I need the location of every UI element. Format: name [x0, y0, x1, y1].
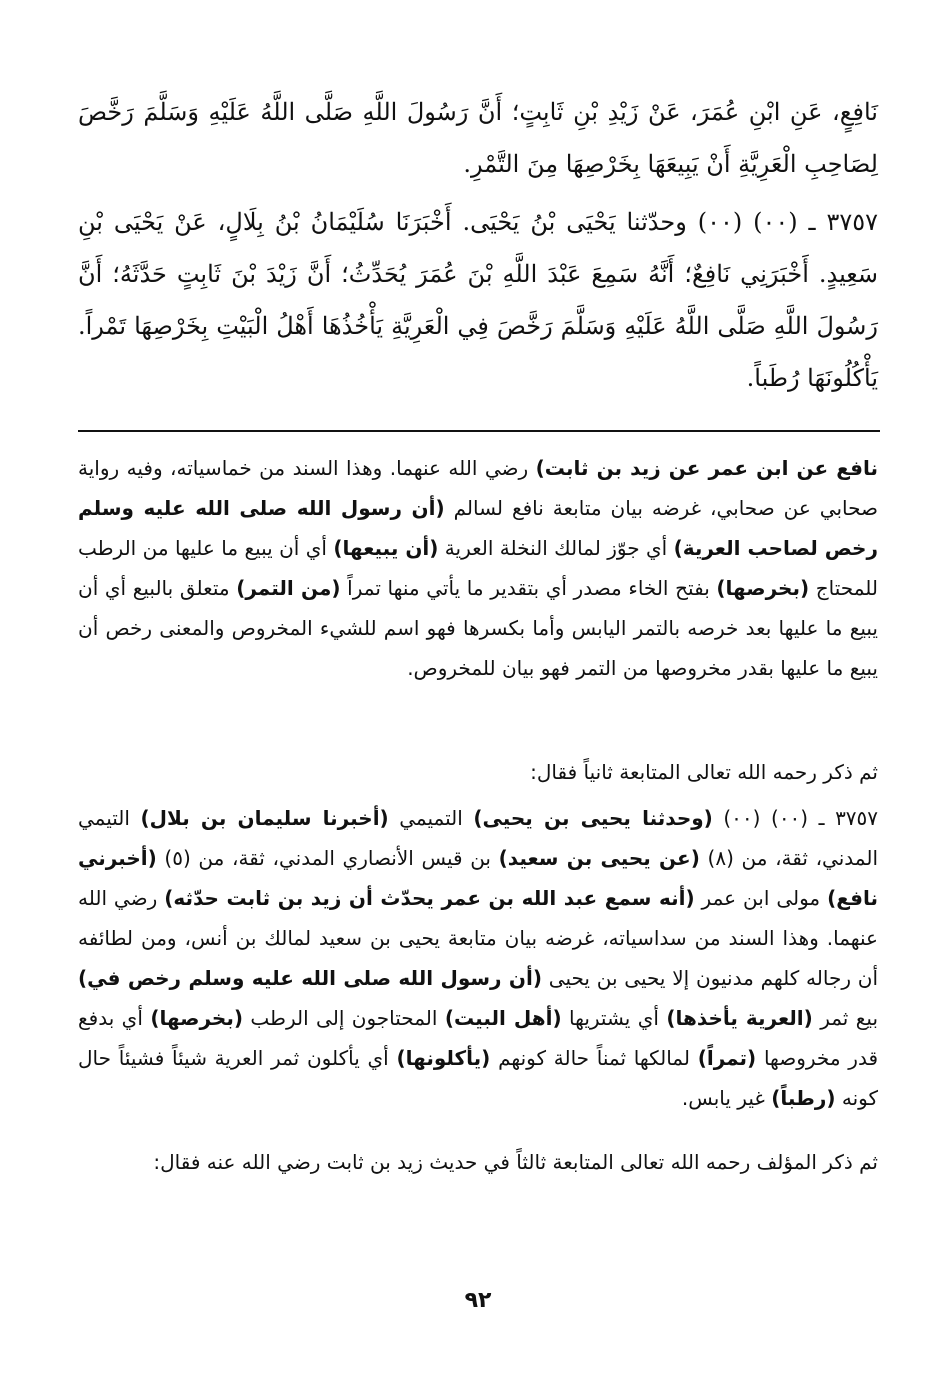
commentary-bold: (وحدثنا يحيى بن يحيى)	[473, 806, 713, 830]
commentary-text: أي يأكلون ثمر العرية شيئاً فشيئاً حال كونه	[78, 1046, 878, 1110]
commentary-bold-5: (من التمر)	[236, 576, 341, 600]
commentary-text: بيع ثمر	[812, 1006, 879, 1030]
commentary-paragraph-2	[78, 798, 878, 1118]
commentary-bold-1: نافع عن ابن عمر عن زيد بن ثابت)	[535, 456, 879, 480]
hadith-text-continuation: نَافِعٍ، عَنِ ابْنِ عُمَرَ، عَنْ زَيْدِ بْنِ ثَابِتٍ؛ أَنَّ رَسُولَ اللَّهِ صَلَّى اللَّهُ عَلَيْهِ وَسَلَّمَ رَخَّصَ لِصَاحِبِ الْعَرِيَّةِ أَنْ يَبِيعَهَا بِخَرْصِهَا مِنَ التَّمْرِ.	[78, 98, 878, 178]
commentary-bold: (أهل البيت)	[444, 1006, 562, 1030]
commentary-text: أي يشتريها	[561, 1006, 667, 1030]
commentary-bold: (تمراً)	[697, 1046, 757, 1070]
commentary-bold-4: (بخرصها)	[716, 576, 810, 600]
commentary-bold: (يأكلونها)	[396, 1046, 491, 1070]
commentary-text: غير يابس.	[681, 1086, 772, 1110]
commentary-text: رضي الله عنهما. وهذا السند من خماسياته، وفيه رواية صحابي عن صحابي، غرضه بيان متابعة نافع لسالم	[78, 456, 878, 520]
hadith-number: ٣٧٥٧ ـ (٠٠) (٠٠)	[712, 806, 879, 830]
footnote-divider	[78, 430, 880, 432]
commentary-bold: (بخرصها)	[150, 1006, 243, 1030]
commentary-bold: (أن رسول الله صلى الله عليه وسلم رخص في)	[78, 966, 542, 990]
commentary-text: التيمي المدني، ثقة، من (٨)	[78, 806, 878, 870]
commentary-text: متعلق بالبيع أي أن يبيع ما عليها بعد خرصه بالتمر اليابس وأما بكسرها فهو اسم للشيء المخروص والمعنى رخص أن يبيع ما عليها بقدر مخروصها من التمر فهو بيان للمخروص.	[78, 576, 878, 680]
commentary-text: أي أن يبيع ما عليها من الرطب للمحتاج	[78, 536, 878, 600]
commentary-bold-3: (أن يبيعها)	[333, 536, 439, 560]
commentary-bold: (أخبرني نافع)	[78, 846, 878, 910]
commentary-bold: (العرية يأخذها)	[666, 1006, 813, 1030]
commentary-paragraph-1	[78, 448, 878, 688]
commentary-bold-2: (أن رسول الله صلى الله عليه وسلم رخص لصاحب العرية)	[78, 496, 878, 560]
commentary-text: بن قيس الأنصاري المدني، ثقة، من (٥)	[156, 846, 499, 870]
commentary-text: المحتاجون إلى الرطب	[243, 1006, 445, 1030]
commentary-text: أي بدفع قدر مخروصها	[78, 1006, 879, 1070]
transition-paragraph-2: ثم ذكر المؤلف رحمه الله تعالى المتابعة ثالثاً في حديث زيد بن ثابت رضي الله عنه فقال:	[153, 1150, 878, 1174]
book-page	[78, 0, 878, 1380]
commentary-text: لمالكها ثمناً حالة كونهم	[490, 1046, 698, 1070]
commentary-bold: (رطباً)	[771, 1086, 836, 1110]
commentary-text: أي جوّز لمالك النخلة العرية	[438, 536, 674, 560]
commentary-text: بفتح الخاء مصدر أي بتقدير ما يأتي منها تمراً	[340, 576, 717, 600]
hadith-text-3757: ٣٧٥٧ ـ (٠٠) (٠٠) وحدّثنا يَحْيَى بْنُ يَحْيَى. أَخْبَرَنَا سُلَيْمَانُ بْنُ بِلَالٍ، عَنْ يَحْيَى بْنِ سَعِيدٍ. أَخْبَرَنِي نَافِعٌ؛ أَنَّهُ سَمِعَ عَبْدَ اللَّهِ بْنَ عُمَرَ يُحَدِّثُ؛ أَنَّ زَيْدَ بْنَ ثَابِتٍ حَدَّثَهُ؛ أَنَّ رَسُولَ اللَّهِ صَلَّى اللَّهُ عَلَيْهِ وَسَلَّمَ رَخَّصَ فِي الْعَرِيَّةِ يَأْخُذُهَا أَهْلُ الْبَيْتِ بِخَرْصِهَا تَمْراً. يَأْكُلُونَهَا رُطَباً.	[78, 208, 878, 392]
commentary-bold: (أنه سمع عبد الله بن عمر يحدّث أن زيد بن ثابت حدّثه)	[164, 886, 695, 910]
page-number: ٩٢	[464, 1288, 492, 1313]
commentary-bold: (أخبرنا سليمان بن بلال)	[140, 806, 389, 830]
commentary-text: مولى ابن عمر	[694, 886, 828, 910]
commentary-bold: (عن يحيى بن سعيد)	[498, 846, 700, 870]
commentary-text: رضي الله عنهما. وهذا السند من سداسياته، غرضه بيان متابعة يحيى بن سعيد لمالك بن أنس، ومن لطائفه أن رجاله كلهم مدنيون إلا يحيى بن يحيى	[78, 886, 879, 990]
commentary-text: التميمي	[388, 806, 474, 830]
transition-paragraph-1: ثم ذكر رحمه الله تعالى المتابعة ثانياً فقال:	[530, 760, 878, 784]
